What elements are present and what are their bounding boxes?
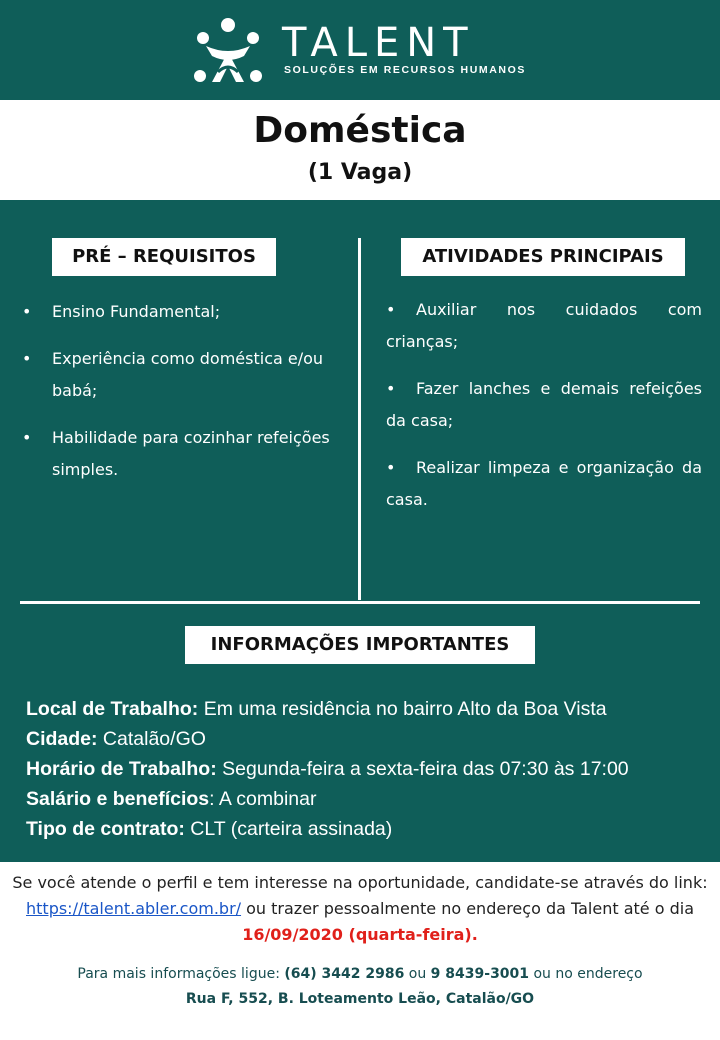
list-item-text: Auxiliar nos cuidados com crianças; bbox=[386, 300, 702, 351]
list-item: • Experiência como doméstica e/ou babá; bbox=[20, 343, 338, 407]
contact-info bbox=[10, 962, 710, 1012]
brand-name: TALENT bbox=[282, 20, 475, 66]
list-item bbox=[386, 373, 702, 437]
requirements-heading: PRÉ – REQUISITOS bbox=[52, 238, 276, 276]
info-row-city bbox=[26, 724, 706, 754]
bullet-icon: • bbox=[386, 300, 396, 319]
contact-phone-1: (64) 3442 2986 bbox=[284, 966, 405, 982]
info-value: CLT (carteira assinada) bbox=[184, 818, 393, 840]
apply-text-before: Se você atende o perfil e tem interesse na oportunidade, candidate-se através do link: bbox=[12, 873, 708, 892]
bullet-icon: • bbox=[386, 379, 396, 398]
info-label: Local de Trabalho: bbox=[26, 698, 199, 720]
list-item-text: Realizar limpeza e organização da casa. bbox=[386, 458, 702, 509]
vacancy-count: (1 Vaga) bbox=[307, 160, 413, 185]
info-label: Cidade: bbox=[26, 728, 98, 750]
info-row-salary bbox=[26, 784, 706, 814]
header-banner bbox=[0, 0, 720, 100]
brand-tagline: SOLUÇÕES EM RECURSOS HUMANOS bbox=[284, 64, 526, 76]
contact-suffix: ou no endereço bbox=[529, 966, 643, 982]
list-item: • Ensino Fundamental; bbox=[20, 296, 338, 328]
apply-text-after: ou trazer pessoalmente no endereço da Talent até o dia bbox=[241, 899, 694, 918]
info-value: Catalão/GO bbox=[97, 728, 206, 750]
job-title: Doméstica bbox=[253, 110, 467, 151]
contact-phone-line bbox=[10, 962, 710, 987]
info-row-hours bbox=[26, 754, 706, 784]
requirements-list bbox=[20, 296, 338, 501]
apply-instructions bbox=[10, 870, 710, 948]
contact-phone-2: 9 8439-3001 bbox=[430, 966, 530, 982]
section-divider bbox=[20, 601, 700, 604]
info-section bbox=[26, 694, 706, 844]
activities-list bbox=[386, 294, 702, 531]
info-value: : A combinar bbox=[209, 788, 317, 810]
info-label: Horário de Trabalho: bbox=[26, 758, 217, 780]
info-row-contract bbox=[26, 814, 706, 844]
info-row-location bbox=[26, 694, 706, 724]
apply-link[interactable]: https://talent.abler.com.br/ bbox=[26, 899, 242, 918]
contact-prefix: Para mais informações ligue: bbox=[77, 966, 285, 982]
list-item: • Habilidade para cozinhar refeições simples. bbox=[20, 422, 338, 486]
list-item bbox=[386, 294, 702, 358]
contact-address-text: Rua F, 552, B. Loteamento Leão, Catalão/GO bbox=[185, 991, 535, 1007]
contact-address bbox=[10, 987, 710, 1012]
contact-or: ou bbox=[404, 966, 431, 982]
info-value: Em uma residência no bairro Alto da Boa Vista bbox=[198, 698, 607, 720]
list-item-text: Fazer lanches e demais refeições da casa; bbox=[386, 379, 702, 430]
apply-deadline: 16/09/2020 (quarta-feira). bbox=[242, 925, 478, 944]
info-value: Segunda-feira a sexta-feira das 07:30 às 17:00 bbox=[216, 758, 629, 780]
list-item bbox=[386, 452, 702, 516]
info-heading: INFORMAÇÕES IMPORTANTES bbox=[185, 626, 535, 664]
info-label: Salário e benefícios bbox=[26, 788, 210, 810]
talent-logo-icon bbox=[192, 16, 264, 88]
bullet-icon: • bbox=[386, 458, 396, 477]
info-label: Tipo de contrato: bbox=[26, 818, 185, 840]
activities-heading: ATIVIDADES PRINCIPAIS bbox=[401, 238, 685, 276]
column-divider bbox=[358, 238, 361, 600]
